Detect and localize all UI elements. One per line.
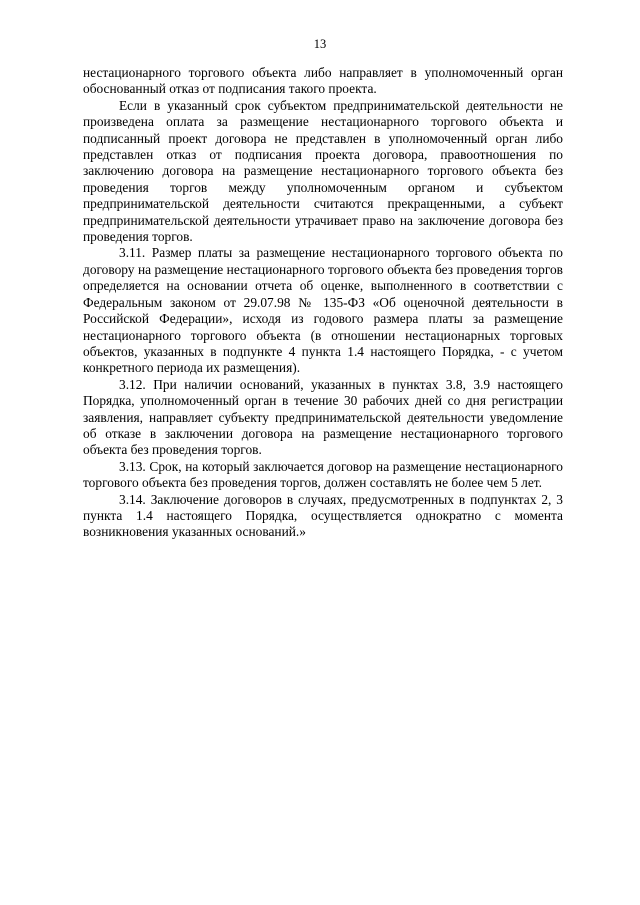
paragraph-3-13: 3.13. Срок, на который заключается договор на размещение нестационарного торгового объекта без проведения торгов, должен составлять не более чем 5 лет.: [83, 458, 563, 491]
page-number: 13: [313, 37, 327, 51]
paragraph-3-11: 3.11. Размер платы за размещение нестационарного торгового объекта по договору на размещение нестационарного торгового объекта без проведения торгов определяется на основании отчета об оценке, выполненного в соответствии с Федеральным законом от 29.07.98 № 135-ФЗ «Об оценочной деятельности в Российской Федерации», исходя из годового размера платы за размещение нестационарного торгового объекта (в отношении нестационарных торговых объектов, указанных в подпункте 4 пункта 1.4 настоящего Порядка, - с учетом конкретного периода их размещения).: [83, 245, 563, 376]
document-body: [83, 65, 563, 541]
paragraph-payment-deadline: Если в указанный срок субъектом предпринимательской деятельности не произведена оплата за размещение нестационарного торгового объекта и подписанный проект договора не представлен в уполномоченный орган либо представлен отказ от подписания проекта договора, правоотношения по заключению договора на размещение нестационарного торгового объекта без проведения торгов между уполномоченным органом и субъектом предпринимательской деятельности считаются прекращенными, а субъект предпринимательской деятельности утрачивает право на заключение договора без проведения торгов.: [83, 97, 563, 245]
paragraph-3-12: 3.12. При наличии оснований, указанных в пунктах 3.8, 3.9 настоящего Порядка, уполномоченный орган в течение 30 рабочих дней со дня регистрации заявления, направляет субъекту предпринимательской деятельности уведомление об отказе в заключении договора на размещение нестационарного торгового объекта без проведения торгов.: [83, 376, 563, 458]
paragraph-3-14: 3.14. Заключение договоров в случаях, предусмотренных в подпунктах 2, 3 пункта 1.4 настоящего Порядка, осуществляется однократно с момента возникновения указанных оснований.»: [83, 491, 563, 540]
paragraph-continuation: нестационарного торгового объекта либо направляет в уполномоченный орган обоснованный отказ от подписания такого проекта.: [83, 65, 563, 97]
